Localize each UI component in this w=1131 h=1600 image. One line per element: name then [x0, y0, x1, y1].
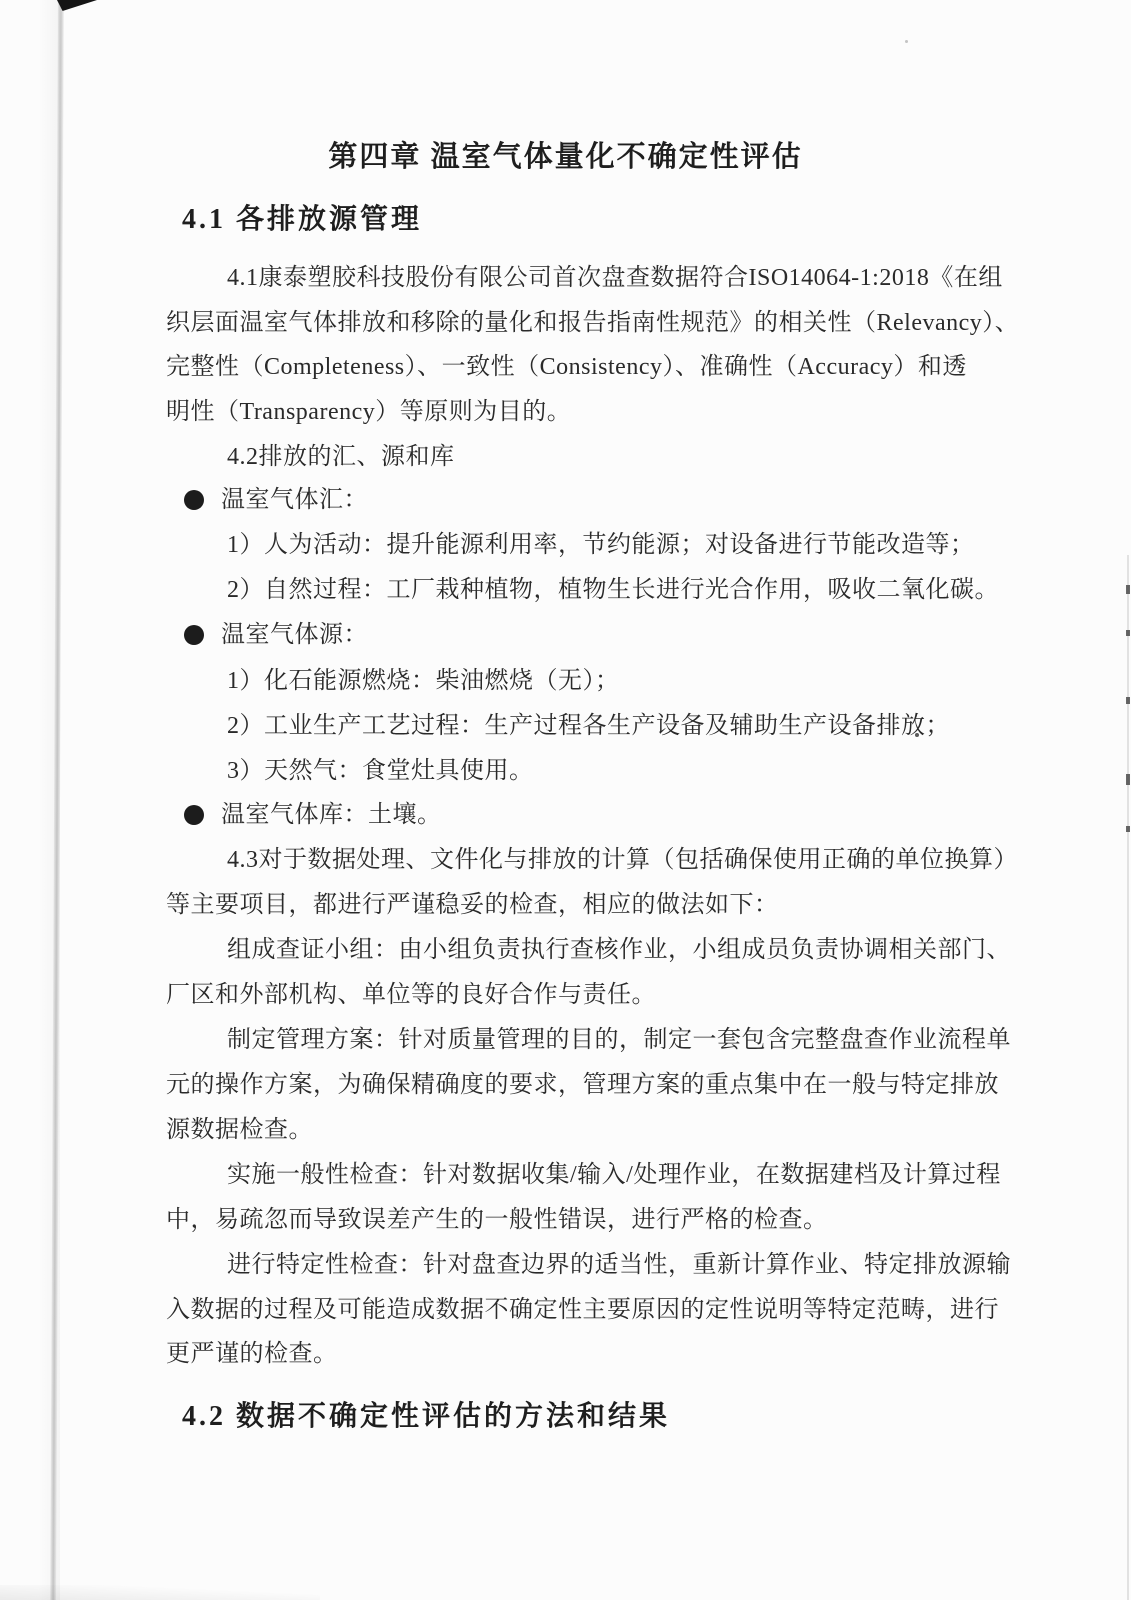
- bullet-label: 温室气体库：土壤。: [221, 802, 442, 828]
- scan-bottom-shadow: [0, 1585, 320, 1600]
- right-edge-line: [1127, 555, 1129, 1600]
- paragraph-line: 等主要项目，都进行严谨稳妥的检查，相应的做法如下：: [166, 892, 779, 918]
- scan-dash-mark: [1126, 697, 1130, 704]
- scan-dash-mark: [1126, 826, 1130, 832]
- paragraph-line: 4.3对于数据处理、文件化与排放的计算（包括确保使用正确的单位换算）: [227, 847, 1018, 873]
- paragraph-line: 组成查证小组：由小组负责执行查核作业，小组成员负责协调相关部门、: [227, 937, 1011, 963]
- scan-speck: [905, 40, 908, 43]
- paragraph-line: 厂区和外部机构、单位等的良好合作与责任。: [166, 982, 656, 1008]
- scan-dash-mark: [1126, 630, 1130, 636]
- paragraph-line: 入数据的过程及可能造成数据不确定性主要原因的定性说明等特定范畴，进行: [166, 1297, 999, 1323]
- list-item: 1）化石能源燃烧：柴油燃烧（无）；: [227, 668, 620, 694]
- paragraph-line: 元的操作方案，为确保精确度的要求，管理方案的重点集中在一般与特定排放: [166, 1072, 999, 1098]
- scan-corner-mark: [57, 0, 97, 11]
- scan-dash-mark: [1126, 585, 1130, 594]
- paragraph-line: 织层面温室气体排放和移除的量化和报告指南性规范》的相关性（Relevancy）、: [166, 310, 1020, 336]
- paragraph-line: 明性（Transparency）等原则为目的。: [166, 399, 572, 425]
- bullet-item-ghg-sink: [184, 483, 368, 517]
- bullet-label: 温室气体源：: [221, 622, 368, 648]
- paragraph-line: 中，易疏忽而导致误差产生的一般性错误，进行严格的检查。: [166, 1207, 828, 1233]
- section-4-1-heading: 4.1 各排放源管理: [182, 204, 423, 235]
- paragraph-line: 进行特定性检查：针对盘查边界的适当性，重新计算作业、特定排放源输: [227, 1252, 1011, 1278]
- paragraph-line: 4.1康泰塑胶科技股份有限公司首次盘查数据符合ISO14064-1:2018《在组: [227, 265, 1003, 291]
- list-item: 1）人为活动：提升能源利用率，节约能源；对设备进行节能改造等；: [227, 532, 975, 558]
- paragraph-line: 实施一般性检查：针对数据收集/输入/处理作业，在数据建档及计算过程: [227, 1162, 1001, 1188]
- subsection-4-2-line: 4.2排放的汇、源和库: [227, 444, 455, 470]
- list-item: 3）天然气：食堂灶具使用。: [227, 758, 534, 784]
- bullet-icon: [184, 805, 204, 825]
- bullet-icon: [184, 490, 204, 510]
- scan-dash-mark: [1126, 774, 1130, 785]
- paragraph-line: 源数据检查。: [166, 1117, 313, 1143]
- chapter-title: 第四章 温室气体量化不确定性评估: [328, 141, 803, 173]
- paragraph-line: 完整性（Completeness）、一致性（Consistency）、准确性（Accuracy）和透: [166, 354, 967, 380]
- paragraph-line: 制定管理方案：针对质量管理的目的，制定一套包含完整盘查作业流程单: [227, 1027, 1011, 1053]
- bullet-item-ghg-reservoir: [184, 798, 442, 832]
- bullet-icon: [184, 625, 204, 645]
- list-item: 2）工业生产工艺过程：生产过程各生产设备及辅助生产设备排放；: [227, 713, 950, 739]
- list-item: 2）自然过程：工厂栽种植物，植物生长进行光合作用，吸收二氧化碳。: [227, 577, 999, 603]
- paragraph-line: 更严谨的检查。: [166, 1341, 338, 1367]
- section-4-2-heading: 4.2 数据不确定性评估的方法和结果: [182, 1401, 671, 1432]
- bullet-label: 温室气体汇：: [221, 487, 368, 513]
- bullet-item-ghg-source: [184, 618, 368, 652]
